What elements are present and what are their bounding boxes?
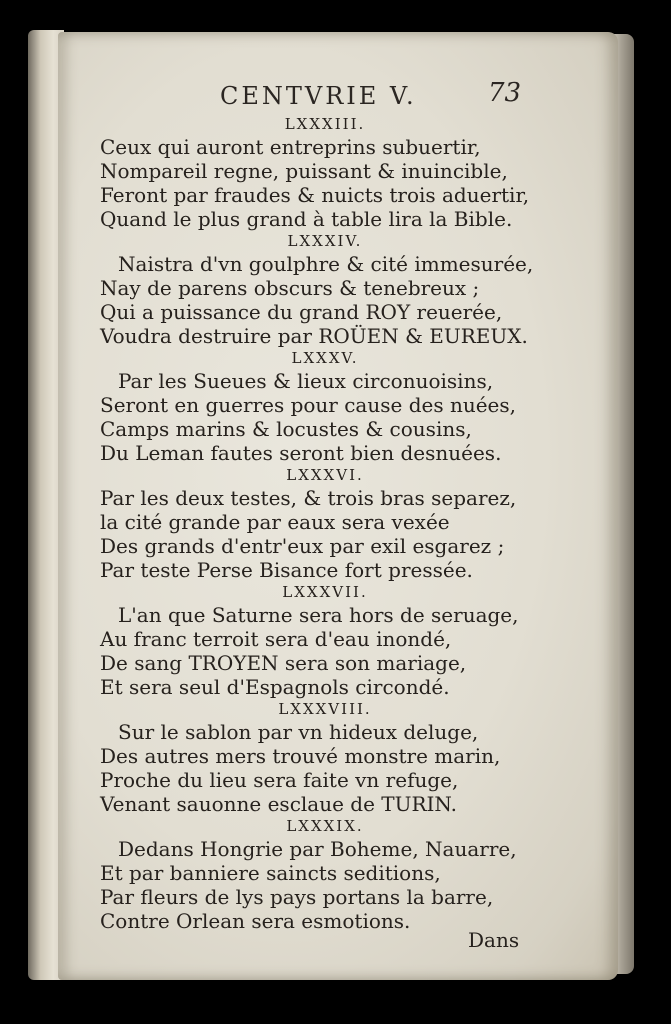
verse-line: Qui a puissance du grand ROY reuerée,: [100, 300, 503, 324]
verse-line: Proche du lieu sera faite vn refuge,: [100, 768, 459, 792]
verse-line: L'an que Saturne sera hors de seruage,: [118, 603, 519, 627]
quatrain-number: LXXXIX.: [286, 817, 364, 835]
verse-line: Et par banniere saincts seditions,: [100, 861, 441, 885]
verse-line: Venant sauonne esclaue de TURIN.: [100, 792, 458, 816]
catchword: Dans: [468, 928, 520, 952]
verse-line: Et sera seul d'Espagnols circondé.: [100, 675, 450, 699]
verse-line: Sur le sablon par vn hideux deluge,: [118, 720, 479, 744]
quatrain-number: LXXXIII.: [284, 115, 366, 133]
page-number: 73: [488, 78, 522, 108]
quatrain-number: LXXXVII.: [282, 583, 368, 601]
quatrain-number: LXXXVI.: [286, 466, 364, 484]
verse-line: Quand le plus grand à table lira la Bible.: [100, 207, 513, 231]
verse-line: Des grands d'entr'eux par exil esgarez ;: [100, 534, 505, 558]
verse-line: Nompareil regne, puissant & inuincible,: [100, 159, 508, 183]
verse-line: De sang TROYEN sera son mariage,: [100, 651, 467, 675]
verse-line: Dedans Hongrie par Boheme, Nauarre,: [118, 837, 517, 861]
quatrain-number: LXXXVIII.: [278, 700, 372, 718]
verse-line: Contre Orlean sera esmotions.: [100, 909, 411, 933]
verse-line: Par les deux testes, & trois bras separez,: [100, 486, 517, 510]
running-head: CENTVRIE V.: [220, 82, 417, 110]
verse-line: Par les Sueues & lieux circonuoisins,: [118, 369, 494, 393]
verse-line: Voudra destruire par ROÜEN & EUREUX.: [100, 324, 528, 348]
quatrain-list: [100, 114, 534, 933]
quatrain-number: LXXXV.: [291, 349, 359, 367]
verse-line: Nay de parens obscurs & tenebreux ;: [100, 276, 480, 300]
verse-line: Par fleurs de lys pays portans la barre,: [100, 885, 494, 909]
verse-line: Par teste Perse Bisance fort pressée.: [100, 558, 473, 582]
verse-line: Au franc terroit sera d'eau inondé,: [100, 627, 452, 651]
verse-line: Camps marins & locustes & cousins,: [100, 417, 472, 441]
verse-line: la cité grande par eaux sera vexée: [100, 510, 450, 534]
verse-line: Feront par fraudes & nuicts trois aduertir,: [100, 183, 530, 207]
verse-line: Naistra d'vn goulphre & cité immesurée,: [118, 252, 534, 276]
verse-line: Du Leman fautes seront bien desnuées.: [100, 441, 502, 465]
verse-line: Des autres mers trouvé monstre marin,: [100, 744, 501, 768]
verse-line: Seront en guerres pour cause des nuées,: [100, 393, 517, 417]
verse-line: Ceux qui auront entreprins subuertir,: [100, 135, 481, 159]
quatrain-number: LXXXIV.: [287, 232, 363, 250]
